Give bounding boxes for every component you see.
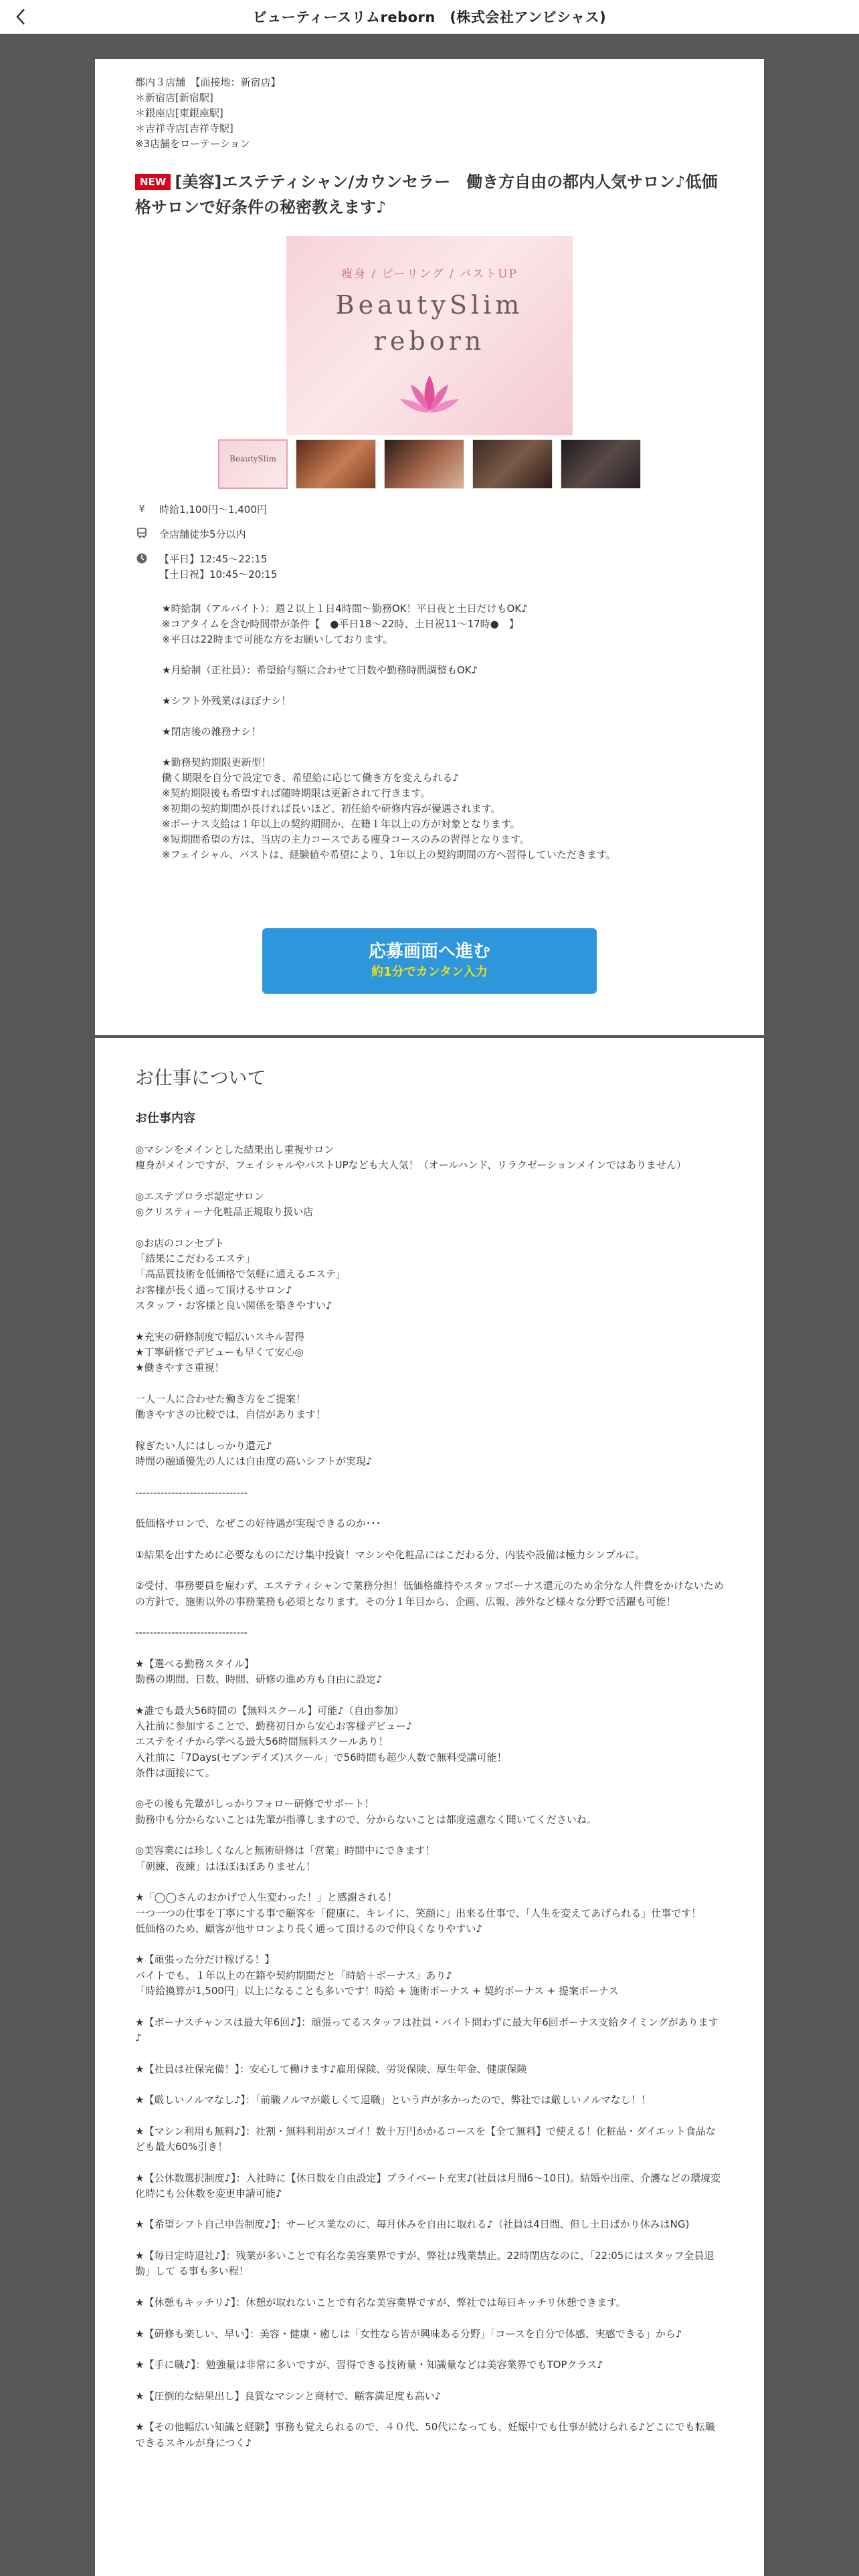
working-conditions-text: ★時給制（アルバイト）：週２以上１日4時間〜勤務OK！平日夜と土日だけもOK♪ ※コアタイムを含む時間帯が条件【 ●平日18〜22時、土日祝11〜17時● 】 ※平日は22時まで可能な方をお願いしております。 ★月給制（正社員）：希望給与額に合わせて日数や勤務時間調整もOK♪ ★シフト外残業はほぼナシ！ ★閉店後の雑務ナシ！ ★勤務契約期限更新型！ 働く期限を自分で設定でき、希望給に応じて働き方を変えられる♪ ※契約期限後も希望すれば随時期限は更新されて行きます。 ※初期の契約期間が長ければ長いほど、初任給や研修内容が優遇されます。 ※ボーナス支給は１年以上の契約期間か、在籍１年以上の方が対象となります。 ※短期間希望の方は、当店の主力コースである痩身コースのみの習得となります。 ※フェイシャル、バストは、経験値や希望により、1年以上の契約期間の方へ習得していただきます。 [162,603,616,861]
photo-brand-line1: BeautySlim [335,290,524,320]
thumbnail-5[interactable] [561,439,641,489]
job-info-list [135,502,724,582]
photo-brand [286,287,573,359]
main-photo[interactable] [286,236,573,435]
photo-brand-line2: reborn [373,326,486,356]
chevron-left-icon [15,8,26,25]
job-title-text: [美容]エステティシャン/カウンセラー 働き方自由の都内人気サロン♪低価格サロンで好条件の秘密教えます♪ [135,173,718,217]
access-text: 全店舗徒歩5分以内 [159,528,246,540]
clock-icon [135,552,149,565]
apply-button[interactable] [262,928,597,994]
apply-button-label: 応募画面へ進む [368,942,490,962]
wage-row [135,502,724,518]
job-description-card [95,1038,764,2576]
job-summary-card [95,59,764,1035]
thumbnail-1[interactable]: BeautySlim [218,439,288,489]
location-text: 都内３店舗 【面接地：新宿店】 ＊新宿店[新宿駅] ＊銀座店[東銀座駅] ＊吉祥寺店[吉祥寺駅] ※3店舗をローテーション [135,76,281,150]
section-subtitle: お仕事内容 [135,1111,195,1125]
photo-thumbnails [135,439,724,489]
thumbnail-4[interactable] [472,439,553,489]
page-title: ビューティースリムreborn (株式会社アンビシャス) [252,9,607,25]
train-icon [135,527,149,540]
yen-icon: ¥ [138,502,145,515]
wage-text: 時給1,100円～1,400円 [159,504,267,516]
job-title [135,169,724,220]
thumbnail-3[interactable] [384,439,464,489]
back-button[interactable] [9,5,32,28]
section-title: お仕事について [135,1067,266,1089]
new-badge: NEW [135,174,171,190]
hours-row [135,552,724,582]
photo-tagline: 痩身 / ピーリング / バストUP [341,267,518,281]
app-header [0,0,859,34]
hours-text: 【平日】12:45～22:15 【土日祝】10:45～20:15 [159,553,278,580]
apply-button-sublabel: 約1分でカンタン入力 [371,965,488,979]
access-row [135,527,724,542]
job-description-text: ◎マシンをメインとした結果出し重視サロン 痩身がメインですが、フェイシャルやバストUPなども大人気！（オールハンド、リラクゼーションメインではありません） ◎エステプロラボ認定サロン ◎クリスティーナ化粧品正規取り扱い店 ◎お店のコンセプト 「結果にこだわるエステ」 「高品質技術を低価格で気軽に通えるエステ」 お客様が長く通って頂けるサロン♪ スタッフ・お客様と良い関係を築きやすい♪ ★充実の研修制度で幅広いスキル習得 ★丁寧研修でデビューも早くて安心◎ ★働きやすさ重視！ 一人一人に合わせた働き方をご提案！ 働きやすさの比較では、自信があります！ 稼ぎたい人にはしっかり還元♪ 時間の融通優先の人には自由度の高いシフトが実現♪ ------------------------------- 低価格サロンで、なぜこの好待遇が実現できるのか･･･ ①結果を出すために必要なものにだけ集中投資！マシンや化粧品にはこだわる分、内装や設備は極力シンプルに。 ②受付、事務要員を雇わず、エステティシャンで業務分担！低価格維持やスタッフボーナス還元のため余分な人件費をかけないための方針で、施術以外の事務業務も必須となります。その分１年目から、企画、広報、涉外など様々な分野で活躍も可能！ ------------------------------- ★【選べる勤務スタイル】 勤務の期間、日数、時間、研修の進め方も自由に設定♪ ★誰でも最大56時間の【無料スクール】可能♪（自由参加） 入社前に参加することで、勤務初日から安心お客様デビュー♪ エステをイチから学べる最大56時間無料スクールあり！ 入社前に「7Days(セブンデイズ)スクール」で56時間も超少人数で無料受講可能！ 条件は面接にて。 ◎その後も先輩がしっかりフォロー研修でサポート！ 動務中も分からないことは先輩が指導しますので、分からないことは都度遠慮なく聞いてくださいね。 ◎美容業には珍しくなんと無術研修は「営業」時間中にできます！ 「朝練、夜練」はほぼほぼありません！ ★「◯◯さんのおかげで人生変わった！」と感謝される！ 一つ一つの仕事を丁寧にする事で顧客を「健康に、キレイに、笑顔に」出来る仕事で、「人生を変えてあげられる」仕事です！ 低価格のため、顧客が他サロンより長く通って頂けるので仲良くなりやすい♪ ★【頑張った分だけ稼げる！】 バイトでも、１年以上の在籍や契約期間だと「時給＋ボーナス」あり♪ 「時給換算が1,500円」以上になることも多いです！時給 + 施術ボーナス + 契約ボーナス + 提案ボーナス ★【ボーナスチャンスは最大年6回♪】：頑張ってるスタッフは社員・バイト問わずに最大年6回ボーナス支給タイミングがあります♪ ★【社員は社保完備！】：安心して働けます♪雇用保険、労災保険、厚生年金、健康保険 ★【厳しいノルマなし♪】：「前職ノルマが厳しくて退職」という声が多かったので、弊社では厳しいノルマなし！！ ★【マシン利用も無料♪】：社割・無料利用がスゴイ！数十万円かかるコースを【全て無料】で使える！化粧品・ダイエット食品なども最大60%引き！ ★【公休数選択制度♪】：入社時に【休日数を自由設定】プライベート充実♪(社員は月間6〜10日)。結婚や出産、介護などの環境変化時にも公休数を変更申請可能♪ ★【希望シフト自己申告制度♪】：サービス業なのに、毎月休みを自由に取れる♪（社員は4日間、但し土日ばかり休みはNG) ★【毎日定時退社♪】：残業が多いことで有名な美容業界ですが、弊社は残業禁止。22時閉店なのに、「22:05にはスタッフ全員退勤」して る事も多い程！ ★【休憩もキッチリ♪】：休憩が取れないことで有名な美容業界ですが、弊社では毎日キッチリ休憩できます。 ★【研修も楽しい、早い】：美容・健康・癒しは「女性なら皆が興味ある分野」「コースを自分で体感、実感できる」から♪ ★【手に職♪】：勉強量は非常に多いですが、習得できる技術量・知識量などは美容業界でもTOPクラス♪ ★【圧倒的な結果出し】良質なマシンと商材で、顧客満足度も高い♪ ★【その他幅広い知識と経験】事務も覚えられるので、４０代、50代になっても、妊娠中でも仕事が続けられる♪どこにでも転職できるスキルが身につく♪ [135,1144,724,2449]
lotus-icon [396,370,463,417]
thumbnail-2[interactable] [296,439,376,489]
